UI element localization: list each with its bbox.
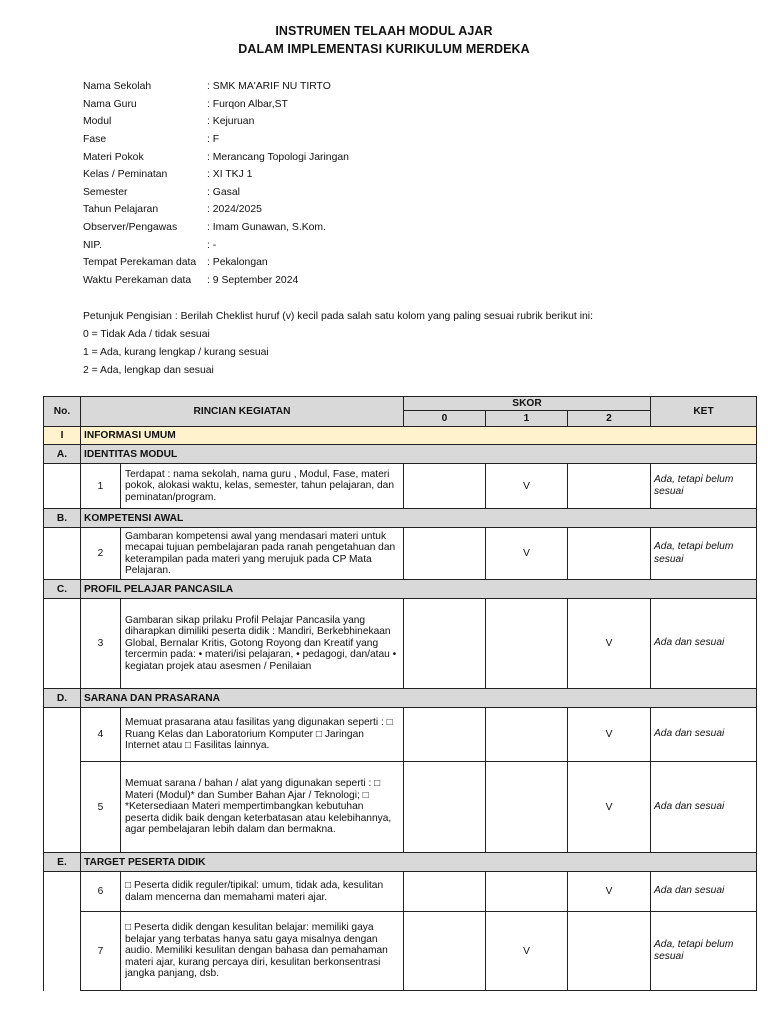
info-label: Fase xyxy=(83,134,107,146)
section-row xyxy=(44,853,757,872)
section-number: A. xyxy=(44,445,81,464)
ket-cell: Ada, tetapi belum sesuai xyxy=(651,912,757,991)
section-row xyxy=(44,445,757,464)
section-title: TARGET PESERTA DIDIK xyxy=(81,853,757,872)
table-row xyxy=(44,464,757,509)
item-description: Memuat sarana / bahan / alat yang digunakan seperti : □ Materi (Modul)* dan Sumber Bahan Ajar / Teknologi; □ *Ketersediaan Materi mempertimbangkan kebutuhan peserta didik baik dengan keterbatasan atau kelebihannya, agar pembelajaran lebih dalam dan bermakna. xyxy=(121,762,404,853)
section-number: C. xyxy=(44,580,81,599)
item-description: Gambaran sikap prilaku Profil Pelajar Pancasila yang diharapkan dimiliki peserta didik : Mandiri, Berkebhinekaan Global, Bernalar Kritis, Gotong Royong dan Kreatif yang tercermin pada: • materi/isi pelajaran, • pedagogi, dan/atau • kegiatan projek atau asesmen / Penilaian xyxy=(121,599,404,689)
score-1-cell[interactable] xyxy=(486,708,568,762)
ket-cell: Ada, tetapi belum sesuai xyxy=(651,528,757,580)
item-description: □ Peserta didik reguler/tipikal: umum, tidak ada, kesulitan dalam mencerna dan memahami materi ajar. xyxy=(121,872,404,912)
identity-info xyxy=(83,78,349,289)
info-value: : Merancang Topologi Jaringan xyxy=(207,151,349,163)
info-value: : Gasal xyxy=(207,186,240,198)
info-label: Modul xyxy=(83,116,112,128)
item-number: 2 xyxy=(81,528,121,580)
score-2-cell[interactable]: V xyxy=(568,872,651,912)
score-1-cell[interactable] xyxy=(486,872,568,912)
info-row-teacher xyxy=(83,96,349,114)
ket-cell: Ada dan sesuai xyxy=(651,599,757,689)
section-number: D. xyxy=(44,689,81,708)
section-title: IDENTITAS MODUL xyxy=(81,445,757,464)
info-row-nip xyxy=(83,236,349,254)
info-value: : F xyxy=(207,134,220,146)
score-1-cell[interactable]: V xyxy=(486,464,568,509)
score-0-cell[interactable] xyxy=(404,872,486,912)
item-description: Memuat prasarana atau fasilitas yang digunakan seperti : □ Ruang Kelas dan Laboratorium Komputer □ Jaringan Internet atau □ Fasilitas lainnya. xyxy=(121,708,404,762)
instructions xyxy=(83,307,593,379)
score-2-cell[interactable] xyxy=(568,912,651,991)
section-title: INFORMASI UMUM xyxy=(81,427,757,445)
instruction-score-0: 0 = Tidak Ada / tidak sesuai xyxy=(83,328,210,340)
item-description: Gambaran kompetensi awal yang mendasari materi untuk mecapai tujuan pembelajaran pada ranah pengetahuan dan keterampilan pada materi yang merujuk pada CP Mata Pelajaran. xyxy=(121,528,404,580)
info-row-year xyxy=(83,201,349,219)
score-0-cell[interactable] xyxy=(404,708,486,762)
info-value: : 9 September 2024 xyxy=(207,274,299,286)
instruction-score-2: 2 = Ada, lengkap dan sesuai xyxy=(83,364,214,376)
info-label: Semester xyxy=(83,186,128,198)
section-title: PROFIL PELAJAR PANCASILA xyxy=(81,580,757,599)
score-1-cell[interactable]: V xyxy=(486,528,568,580)
table-row xyxy=(44,912,757,991)
ket-cell: Ada dan sesuai xyxy=(651,762,757,853)
ket-cell: Ada dan sesuai xyxy=(651,872,757,912)
info-label: Materi Pokok xyxy=(83,151,144,163)
info-row-time xyxy=(83,272,349,290)
ket-cell: Ada dan sesuai xyxy=(651,708,757,762)
section-row xyxy=(44,427,757,445)
item-number: 6 xyxy=(81,872,121,912)
section-title: KOMPETENSI AWAL xyxy=(81,509,757,528)
info-row-module xyxy=(83,113,349,131)
info-row-school xyxy=(83,78,349,96)
item-number: 4 xyxy=(81,708,121,762)
info-value: : Furqon Albar,ST xyxy=(207,98,288,110)
info-value: : Pekalongan xyxy=(207,257,268,269)
info-value: : Imam Gunawan, S.Kom. xyxy=(207,222,326,234)
header-ket: KET xyxy=(651,397,757,427)
item-number: 7 xyxy=(81,912,121,991)
section-title: SARANA DAN PRASARANA xyxy=(81,689,757,708)
document-title: INSTRUMEN TELAAH MODUL AJAR xyxy=(275,24,493,38)
score-1-cell[interactable]: V xyxy=(486,912,568,991)
info-value: : 2024/2025 xyxy=(207,204,262,216)
score-0-cell[interactable] xyxy=(404,912,486,991)
section-row xyxy=(44,580,757,599)
info-value: : Kejuruan xyxy=(207,116,255,128)
review-table xyxy=(43,396,757,991)
score-2-cell[interactable] xyxy=(568,464,651,509)
score-2-cell[interactable]: V xyxy=(568,762,651,853)
table-row xyxy=(44,762,757,853)
score-2-cell[interactable]: V xyxy=(568,599,651,689)
header-score-1: 1 xyxy=(486,411,568,427)
info-label: Tempat Perekaman data xyxy=(83,257,197,269)
section-row xyxy=(44,509,757,528)
info-row-semester xyxy=(83,184,349,202)
score-2-cell[interactable]: V xyxy=(568,708,651,762)
score-0-cell[interactable] xyxy=(404,762,486,853)
info-row-observer xyxy=(83,219,349,237)
info-label: Nama Guru xyxy=(83,98,137,110)
document-subtitle: DALAM IMPLEMENTASI KURIKULUM MERDEKA xyxy=(238,42,530,56)
ket-cell: Ada, tetapi belum sesuai xyxy=(651,464,757,509)
section-number: E. xyxy=(44,853,81,872)
score-1-cell[interactable] xyxy=(486,599,568,689)
info-label: Tahun Pelajaran xyxy=(83,204,159,216)
header-skor: SKOR xyxy=(404,397,651,411)
info-row-class xyxy=(83,166,349,184)
score-0-cell[interactable] xyxy=(404,464,486,509)
info-row-phase xyxy=(83,131,349,149)
item-description: Terdapat : nama sekolah, nama guru , Modul, Fase, materi pokok, alokasi waktu, kelas, semester, tahun pelajaran, dan peminatan/program. xyxy=(121,464,404,509)
instruction-main: Petunjuk Pengisian : Berilah Cheklist huruf (v) kecil pada salah satu kolom yang paling sesuai rubrik berikut ini: xyxy=(83,310,593,322)
table-row xyxy=(44,872,757,912)
header-score-0: 0 xyxy=(404,411,486,427)
info-label: Kelas / Peminatan xyxy=(83,169,168,181)
section-number: I xyxy=(44,427,81,445)
info-label: Waktu Perekaman data xyxy=(83,274,192,286)
info-label: Nama Sekolah xyxy=(83,81,152,93)
info-label: Observer/Pengawas xyxy=(83,222,178,234)
header-score-2: 2 xyxy=(568,411,651,427)
table-row xyxy=(44,708,757,762)
info-row-place xyxy=(83,254,349,272)
score-0-cell[interactable] xyxy=(404,599,486,689)
score-0-cell[interactable] xyxy=(404,528,486,580)
section-row xyxy=(44,689,757,708)
section-number: B. xyxy=(44,509,81,528)
item-number: 5 xyxy=(81,762,121,853)
header-rincian: RINCIAN KEGIATAN xyxy=(81,397,404,427)
table-row xyxy=(44,599,757,689)
item-number: 3 xyxy=(81,599,121,689)
info-value: : SMK MA'ARIF NU TIRTO xyxy=(207,81,331,93)
item-number: 1 xyxy=(81,464,121,509)
info-value: : - xyxy=(207,239,217,251)
table-row xyxy=(44,528,757,580)
info-row-topic xyxy=(83,148,349,166)
score-2-cell[interactable] xyxy=(568,528,651,580)
item-description: □ Peserta didik dengan kesulitan belajar: memiliki gaya belajar yang terbatas hanya satu gaya misalnya dengan audio. Memiliki kesulitan dengan bahasa dan pemahaman materi ajar, kurang percaya diri, kesulitan berkonsentrasi jangka panjang, dsb. xyxy=(121,912,404,991)
instruction-score-1: 1 = Ada, kurang lengkap / kurang sesuai xyxy=(83,346,269,358)
header-no: No. xyxy=(44,397,81,427)
score-1-cell[interactable] xyxy=(486,762,568,853)
info-label: NIP. xyxy=(83,239,102,251)
info-value: : XI TKJ 1 xyxy=(207,169,253,181)
